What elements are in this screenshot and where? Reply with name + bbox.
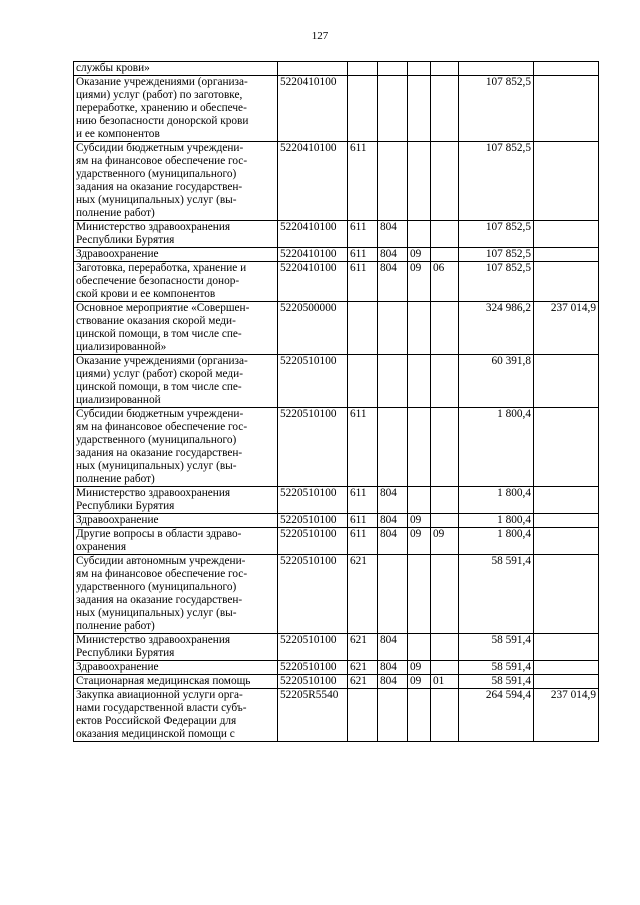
table-row bbox=[74, 528, 599, 555]
item-name-line: Основное мероприятие «Совершен- bbox=[76, 302, 250, 314]
ministry-code-cell: 804 bbox=[378, 248, 408, 262]
table-row bbox=[74, 262, 599, 302]
section-cell: 09 bbox=[408, 262, 431, 302]
budget-table bbox=[73, 61, 599, 742]
target-article-code-cell: 5220410100 bbox=[278, 262, 348, 302]
expense-type-cell: 621 bbox=[348, 661, 378, 675]
expense-type-cell bbox=[348, 689, 378, 742]
item-name-cell bbox=[74, 262, 278, 302]
amount-cell bbox=[459, 62, 534, 76]
federal-amount-cell bbox=[534, 514, 599, 528]
item-name-line: ектов Российской Федерации для bbox=[76, 715, 237, 727]
item-name-cell bbox=[74, 76, 278, 142]
table-row bbox=[74, 487, 599, 514]
ministry-code-cell: 804 bbox=[378, 528, 408, 555]
section-cell bbox=[408, 221, 431, 248]
section-cell: 09 bbox=[408, 675, 431, 689]
subsection-cell bbox=[431, 514, 459, 528]
item-name-line: ных (муниципальных) услуг (вы- bbox=[76, 607, 237, 619]
target-article-code-cell: 5220510100 bbox=[278, 487, 348, 514]
item-name-line: Оказание учреждениями (организа- bbox=[76, 76, 248, 88]
section-cell: 09 bbox=[408, 528, 431, 555]
item-name-line: задания на оказание государствен- bbox=[76, 447, 243, 459]
expense-type-cell: 611 bbox=[348, 221, 378, 248]
target-article-code-cell: 5220500000 bbox=[278, 302, 348, 355]
item-name-cell bbox=[74, 62, 278, 76]
item-name-cell bbox=[74, 221, 278, 248]
item-name-line: охранения bbox=[76, 541, 127, 553]
federal-amount-cell bbox=[534, 528, 599, 555]
federal-amount-cell bbox=[534, 262, 599, 302]
ministry-code-cell bbox=[378, 62, 408, 76]
item-name-line: цинской помощи, в том числе спе- bbox=[76, 328, 242, 340]
subsection-cell bbox=[431, 689, 459, 742]
subsection-cell bbox=[431, 487, 459, 514]
expense-type-cell bbox=[348, 62, 378, 76]
target-article-code-cell: 5220510100 bbox=[278, 514, 348, 528]
section-cell bbox=[408, 62, 431, 76]
target-article-code-cell: 5220410100 bbox=[278, 248, 348, 262]
subsection-cell bbox=[431, 221, 459, 248]
expense-type-cell: 621 bbox=[348, 634, 378, 661]
target-article-code-cell: 5220510100 bbox=[278, 528, 348, 555]
target-article-code-cell: 5220510100 bbox=[278, 634, 348, 661]
amount-cell: 107 852,5 bbox=[459, 142, 534, 221]
target-article-code-cell: 5220510100 bbox=[278, 675, 348, 689]
target-article-code-cell bbox=[278, 62, 348, 76]
table-row bbox=[74, 355, 599, 408]
subsection-cell: 09 bbox=[431, 528, 459, 555]
subsection-cell bbox=[431, 634, 459, 661]
amount-cell: 1 800,4 bbox=[459, 528, 534, 555]
section-cell bbox=[408, 408, 431, 487]
target-article-code-cell: 5220410100 bbox=[278, 76, 348, 142]
item-name-line: задания на оказание государствен- bbox=[76, 181, 243, 193]
item-name-line: Республики Бурятия bbox=[76, 500, 175, 512]
item-name-line: задания на оказание государствен- bbox=[76, 594, 243, 606]
federal-amount-cell bbox=[534, 555, 599, 634]
ministry-code-cell bbox=[378, 689, 408, 742]
expense-type-cell: 611 bbox=[348, 142, 378, 221]
item-name-line: Закупка авиационной услуги орга- bbox=[76, 689, 243, 701]
expense-type-cell: 611 bbox=[348, 514, 378, 528]
item-name-line: ям на финансовое обеспечение гос- bbox=[76, 568, 248, 580]
item-name-line: Стационарная медицинская помощь bbox=[76, 675, 251, 687]
item-name-line: полнение работ) bbox=[76, 473, 155, 485]
item-name-line: Здравоохранение bbox=[76, 661, 159, 673]
item-name-line: полнение работ) bbox=[76, 620, 155, 632]
item-name-line: ных (муниципальных) услуг (вы- bbox=[76, 460, 237, 472]
item-name-line: полнение работ) bbox=[76, 207, 155, 219]
target-article-code-cell: 5220510100 bbox=[278, 408, 348, 487]
table-row bbox=[74, 514, 599, 528]
section-cell: 09 bbox=[408, 661, 431, 675]
item-name-cell bbox=[74, 487, 278, 514]
item-name-line: обеспечение безопасности донор- bbox=[76, 275, 240, 287]
item-name-line: ской крови и ее компонентов bbox=[76, 288, 216, 300]
item-name-line: нами государственной власти субъ- bbox=[76, 702, 247, 714]
federal-amount-cell: 237 014,9 bbox=[534, 689, 599, 742]
item-name-line: Министерство здравоохранения bbox=[76, 487, 231, 499]
item-name-line: циализированной» bbox=[76, 341, 167, 353]
item-name-cell bbox=[74, 634, 278, 661]
item-name-line: Субсидии автономным учреждени- bbox=[76, 555, 246, 567]
target-article-code-cell: 5220510100 bbox=[278, 355, 348, 408]
federal-amount-cell bbox=[534, 487, 599, 514]
section-cell bbox=[408, 142, 431, 221]
item-name-line: Здравоохранение bbox=[76, 248, 159, 260]
subsection-cell: 06 bbox=[431, 262, 459, 302]
item-name-line: циями) услуг (работ) скорой меди- bbox=[76, 368, 243, 380]
ministry-code-cell bbox=[378, 76, 408, 142]
item-name-line: Оказание учреждениями (организа- bbox=[76, 355, 248, 367]
federal-amount-cell bbox=[534, 248, 599, 262]
section-cell bbox=[408, 634, 431, 661]
amount-cell: 264 594,4 bbox=[459, 689, 534, 742]
item-name-line: цинской помощи, в том числе спе- bbox=[76, 381, 242, 393]
table-row bbox=[74, 661, 599, 675]
item-name-cell bbox=[74, 142, 278, 221]
subsection-cell bbox=[431, 355, 459, 408]
ministry-code-cell: 804 bbox=[378, 675, 408, 689]
item-name-line: и ее компонентов bbox=[76, 128, 160, 140]
item-name-line: ям на финансовое обеспечение гос- bbox=[76, 155, 248, 167]
subsection-cell bbox=[431, 76, 459, 142]
item-name-line: Здравоохранение bbox=[76, 514, 159, 526]
item-name-cell bbox=[74, 514, 278, 528]
amount-cell: 107 852,5 bbox=[459, 262, 534, 302]
federal-amount-cell bbox=[534, 634, 599, 661]
ministry-code-cell: 804 bbox=[378, 661, 408, 675]
ministry-code-cell: 804 bbox=[378, 634, 408, 661]
item-name-line: Министерство здравоохранения bbox=[76, 634, 231, 646]
amount-cell: 1 800,4 bbox=[459, 514, 534, 528]
expense-type-cell: 621 bbox=[348, 675, 378, 689]
ministry-code-cell: 804 bbox=[378, 487, 408, 514]
subsection-cell bbox=[431, 555, 459, 634]
ministry-code-cell bbox=[378, 555, 408, 634]
item-name-line: Субсидии бюджетным учреждени- bbox=[76, 408, 244, 420]
target-article-code-cell: 5220510100 bbox=[278, 555, 348, 634]
item-name-line: Республики Бурятия bbox=[76, 647, 175, 659]
ministry-code-cell bbox=[378, 142, 408, 221]
subsection-cell bbox=[431, 142, 459, 221]
ministry-code-cell: 804 bbox=[378, 262, 408, 302]
subsection-cell bbox=[431, 408, 459, 487]
ministry-code-cell bbox=[378, 302, 408, 355]
section-cell: 09 bbox=[408, 514, 431, 528]
amount-cell: 107 852,5 bbox=[459, 76, 534, 142]
table-row bbox=[74, 62, 599, 76]
item-name-line: ных (муниципальных) услуг (вы- bbox=[76, 194, 237, 206]
item-name-cell bbox=[74, 689, 278, 742]
amount-cell: 1 800,4 bbox=[459, 408, 534, 487]
ministry-code-cell: 804 bbox=[378, 514, 408, 528]
page-number: 127 bbox=[311, 30, 329, 42]
item-name-cell bbox=[74, 248, 278, 262]
amount-cell: 58 591,4 bbox=[459, 675, 534, 689]
item-name-line: службы крови» bbox=[76, 62, 150, 74]
expense-type-cell: 611 bbox=[348, 487, 378, 514]
federal-amount-cell bbox=[534, 76, 599, 142]
amount-cell: 324 986,2 bbox=[459, 302, 534, 355]
federal-amount-cell bbox=[534, 675, 599, 689]
expense-type-cell bbox=[348, 76, 378, 142]
expense-type-cell: 611 bbox=[348, 248, 378, 262]
table-row bbox=[74, 76, 599, 142]
federal-amount-cell bbox=[534, 221, 599, 248]
table-row bbox=[74, 555, 599, 634]
subsection-cell bbox=[431, 62, 459, 76]
table-row bbox=[74, 689, 599, 742]
target-article-code-cell: 5220410100 bbox=[278, 142, 348, 221]
item-name-cell bbox=[74, 408, 278, 487]
subsection-cell bbox=[431, 302, 459, 355]
item-name-line: оказания медицинской помощи с bbox=[76, 728, 235, 740]
table-row bbox=[74, 221, 599, 248]
section-cell: 09 bbox=[408, 248, 431, 262]
amount-cell: 58 591,4 bbox=[459, 555, 534, 634]
amount-cell: 107 852,5 bbox=[459, 248, 534, 262]
item-name-line: Субсидии бюджетным учреждени- bbox=[76, 142, 244, 154]
subsection-cell bbox=[431, 661, 459, 675]
section-cell bbox=[408, 487, 431, 514]
item-name-line: ствование оказания скорой меди- bbox=[76, 315, 236, 327]
item-name-line: циализированной bbox=[76, 394, 161, 406]
amount-cell: 60 391,8 bbox=[459, 355, 534, 408]
table-row bbox=[74, 408, 599, 487]
item-name-line: Другие вопросы в области здраво- bbox=[76, 528, 242, 540]
expense-type-cell: 621 bbox=[348, 555, 378, 634]
item-name-line: ударственного (муниципального) bbox=[76, 434, 237, 446]
federal-amount-cell bbox=[534, 142, 599, 221]
item-name-line: переработке, хранению и обеспече- bbox=[76, 102, 247, 114]
item-name-line: Республики Бурятия bbox=[76, 234, 175, 246]
table-row bbox=[74, 675, 599, 689]
federal-amount-cell bbox=[534, 408, 599, 487]
expense-type-cell: 611 bbox=[348, 262, 378, 302]
federal-amount-cell bbox=[534, 355, 599, 408]
item-name-line: ям на финансовое обеспечение гос- bbox=[76, 421, 248, 433]
section-cell bbox=[408, 355, 431, 408]
ministry-code-cell: 804 bbox=[378, 221, 408, 248]
item-name-cell bbox=[74, 302, 278, 355]
expense-type-cell bbox=[348, 302, 378, 355]
item-name-line: ударственного (муниципального) bbox=[76, 168, 237, 180]
target-article-code-cell: 5220510100 bbox=[278, 661, 348, 675]
item-name-line: Министерство здравоохранения bbox=[76, 221, 231, 233]
expense-type-cell: 611 bbox=[348, 528, 378, 555]
table-row bbox=[74, 302, 599, 355]
subsection-cell bbox=[431, 248, 459, 262]
ministry-code-cell bbox=[378, 408, 408, 487]
amount-cell: 107 852,5 bbox=[459, 221, 534, 248]
item-name-cell bbox=[74, 675, 278, 689]
section-cell bbox=[408, 302, 431, 355]
item-name-cell bbox=[74, 355, 278, 408]
amount-cell: 58 591,4 bbox=[459, 661, 534, 675]
item-name-line: ударственного (муниципального) bbox=[76, 581, 237, 593]
expense-type-cell bbox=[348, 355, 378, 408]
item-name-cell bbox=[74, 528, 278, 555]
ministry-code-cell bbox=[378, 355, 408, 408]
item-name-cell bbox=[74, 555, 278, 634]
federal-amount-cell: 237 014,9 bbox=[534, 302, 599, 355]
amount-cell: 1 800,4 bbox=[459, 487, 534, 514]
target-article-code-cell: 52205R5540 bbox=[278, 689, 348, 742]
amount-cell: 58 591,4 bbox=[459, 634, 534, 661]
item-name-line: нию безопасности донорской крови bbox=[76, 115, 249, 127]
item-name-cell bbox=[74, 661, 278, 675]
item-name-line: Заготовка, переработка, хранение и bbox=[76, 262, 247, 274]
item-name-line: циями) услуг (работ) по заготовке, bbox=[76, 89, 243, 101]
section-cell bbox=[408, 555, 431, 634]
table-row bbox=[74, 634, 599, 661]
subsection-cell: 01 bbox=[431, 675, 459, 689]
table-row bbox=[74, 142, 599, 221]
target-article-code-cell: 5220410100 bbox=[278, 221, 348, 248]
federal-amount-cell bbox=[534, 661, 599, 675]
section-cell bbox=[408, 76, 431, 142]
expense-type-cell: 611 bbox=[348, 408, 378, 487]
section-cell bbox=[408, 689, 431, 742]
federal-amount-cell bbox=[534, 62, 599, 76]
table-row bbox=[74, 248, 599, 262]
